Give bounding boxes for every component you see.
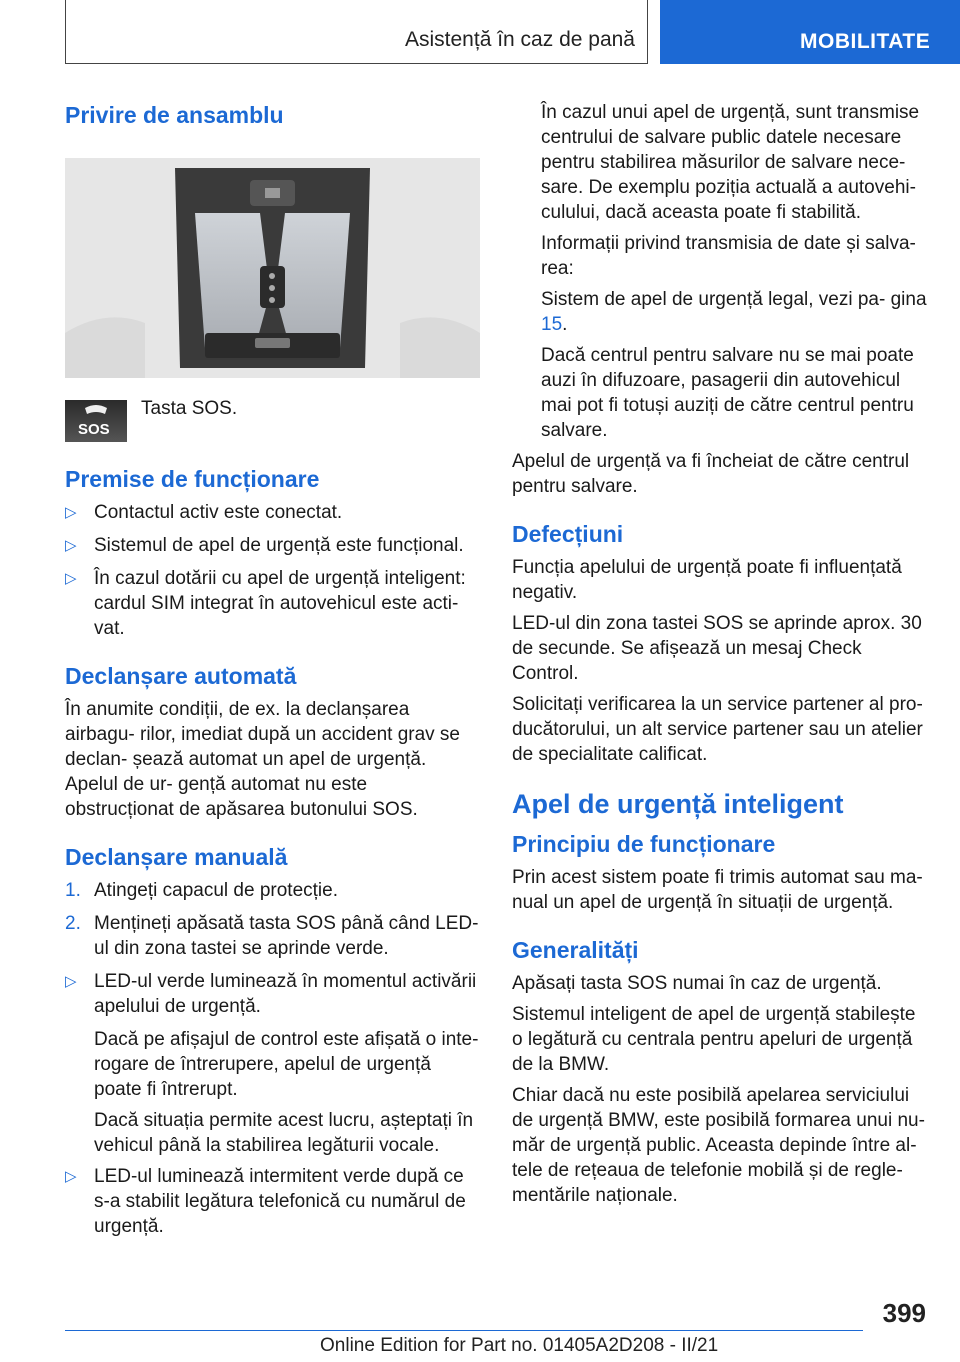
header-frame (65, 0, 648, 64)
sos-caption-row (65, 396, 480, 444)
manual-trigger-heading: Declanșare manuală (65, 844, 288, 870)
sos-button-icon (65, 400, 127, 442)
triangle-right-icon: ▷ (65, 537, 77, 554)
sos-caption: Tasta SOS. (141, 398, 238, 419)
overview-heading: Privire de ansamblu (65, 102, 284, 128)
left-column (65, 100, 480, 1247)
triangle-right-icon: ▷ (65, 1168, 77, 1185)
step-number: 1. (65, 880, 81, 901)
general-text-3: Chiar dacă nu este posibilă apelarea serviciului de urgență BMW, este posibilă formarea unui nu‐ măr de urgență public. Aceasta depinde între al‐ tele de rețeaua de telefonie mobilă și de regle‐ mentările naționale. (512, 1085, 925, 1206)
sos-icon-label: SOS (78, 421, 110, 438)
general-text-2: Sistemul inteligent de apel de urgență stabilește o legătură cu centrala pentru apeluri de urgență de la BMW. (512, 1004, 916, 1075)
page-link[interactable]: 15 (541, 314, 563, 335)
section-tab-label: MOBILITATE (800, 30, 931, 53)
data-transmission-text: În cazul unui apel de urgență, sunt transmise centrului de salvare public datele necesare pentru stabilirea măsurilor de salvare nece‐ sare. De exemplu poziția actuală a autovehi‐ culului, dacă aceasta poate fi stabilită. (541, 102, 920, 223)
legal-system-ref: Sistem de apel de urgență legal, vezi pa‐ gina 15. (541, 289, 927, 335)
principle-text: Prin acest sistem poate fi trimis automat sau ma‐ nual un apel de urgență în situații de urgență. (512, 867, 923, 913)
list-item: ▷ Contactul activ este conectat. (65, 502, 343, 523)
list-item: ▷ LED-ul verde luminează în momentul activării apelului de urgență. (65, 971, 477, 1017)
smart-call-heading: Apel de urgență inteligent (512, 789, 844, 819)
defects-text-2: LED-ul din zona tastei SOS se aprinde aprox. 30 de secunde. Se afișează un mesaj Check Control. (512, 613, 922, 684)
list-item: ▷ În cazul dotării cu apel de urgență inteligent: cardul SIM integrat în autovehicul este acti‐ vat. (65, 568, 466, 639)
overhead-console-illustration (65, 158, 480, 378)
step-item: 2. Mențineți apăsată tasta SOS până când LED- ul din zona tastei se aprinde verde. (65, 913, 479, 959)
auto-trigger-heading: Declanșare automată (65, 663, 297, 689)
section-tab[interactable] (660, 0, 960, 64)
step-number: 2. (65, 913, 81, 934)
triangle-right-icon: ▷ (65, 973, 77, 990)
chapter-title: Asistență în caz de pană (405, 28, 635, 51)
right-column (512, 100, 930, 1214)
defects-text-3: Solicitați verificarea la un service partener al pro‐ ducătorului, un alt service partener sau un atelier de specialitate calificat. (512, 694, 923, 765)
speaker-note: Dacă centrul pentru salvare nu se mai poate auzi în difuzoare, pasagerii din autovehicul mai pot fi totuși auziți de către centrul pentru salvare. (541, 345, 914, 441)
principle-heading: Principiu de funcționare (512, 831, 776, 857)
step-item: 1. Atingeți capacul de protecție. (65, 880, 338, 901)
footer-divider (65, 1330, 863, 1331)
list-item: ▷ LED-ul luminează intermitent verde după ce s-a stabilit legătura telefonică cu numărul de urgență. (65, 1166, 466, 1237)
edition-text: Online Edition for Part no. 01405A2D208 - II/21 (320, 1335, 719, 1356)
call-end-text: Apelul de urgență va fi încheiat de către centrul pentru salvare. (512, 451, 910, 497)
triangle-right-icon: ▷ (65, 570, 77, 587)
triangle-right-icon: ▷ (65, 504, 77, 521)
general-heading: Generalități (512, 937, 639, 963)
premise-heading: Premise de funcționare (65, 466, 320, 492)
defects-heading: Defecțiuni (512, 521, 624, 547)
defects-text-1: Funcția apelului de urgență poate fi influențată negativ. (512, 557, 902, 603)
overhead-console-photo (65, 158, 480, 378)
data-info-text: Informații privind transmisia de date și salva‐ rea: (541, 233, 916, 279)
wait-note: Dacă situația permite acest lucru, așteptați în vehicul până la stabilirea legăturii vocale. (94, 1110, 474, 1156)
general-text-1: Apăsați tasta SOS numai în caz de urgență. (512, 973, 882, 994)
page-number: 399 (882, 1298, 926, 1328)
interrupt-note: Dacă pe afișajul de control este afișată o inte‐ rogare de întrerupere, apelul de urgență poate fi întrerupt. (94, 1029, 479, 1100)
auto-trigger-text: În anumite condiții, de ex. la declanșarea airbagu‐ rilor, imediat după un accident grav se declan‐ șează automat un apel de urgență. Apelul de ur‐ gență automat nu este obstrucționat de apăsarea butonului SOS. (65, 699, 461, 820)
list-item: ▷ Sistemul de apel de urgență este funcțional. (65, 535, 464, 556)
